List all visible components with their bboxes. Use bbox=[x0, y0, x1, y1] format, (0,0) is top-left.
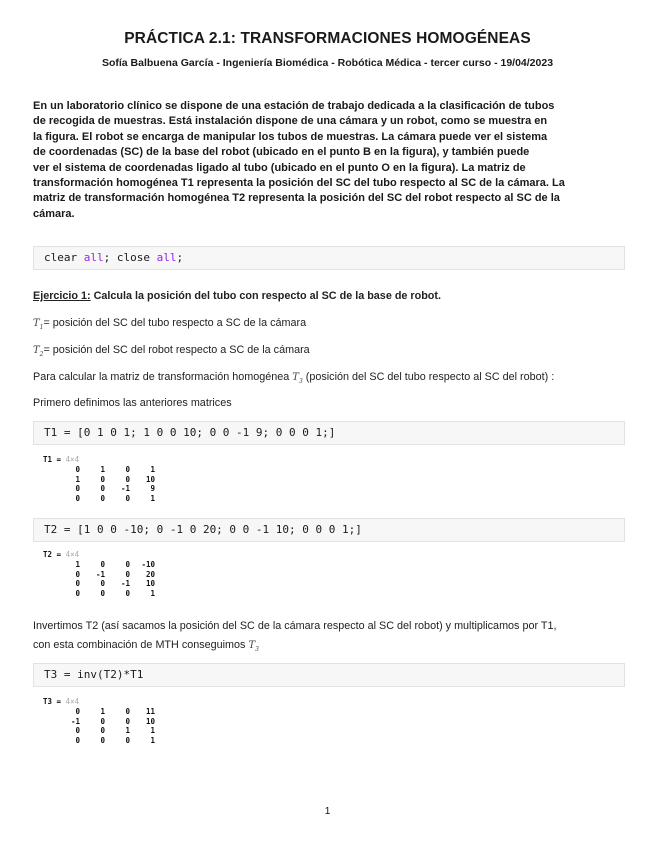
t1-description: = posición del SC del tubo respecto a SC de la cámara bbox=[43, 317, 307, 329]
t3-symbol: $T_3$ bbox=[248, 640, 259, 653]
output-name: T3 = bbox=[43, 697, 66, 706]
code-keyword: all bbox=[83, 251, 104, 264]
output-name: T2 = bbox=[43, 550, 66, 559]
matrix-t2 bbox=[55, 560, 155, 598]
t3-symbol: $T_3$ bbox=[292, 372, 303, 385]
author-line: Sofía Balbuena García - Ingeniería Biomédica - Robótica Médica - tercer curso - 19/04/2023 bbox=[101, 57, 554, 69]
problem-statement bbox=[33, 99, 621, 222]
output-name: T1 = bbox=[43, 455, 66, 464]
calc-sentence bbox=[33, 371, 554, 385]
t2-description: = posición del SC del robot respecto a SC de la cámara bbox=[43, 344, 310, 356]
matrix-row: 0 1 0 1 bbox=[75, 465, 155, 474]
code-cell-t2[interactable]: T2 = [1 0 0 -10; 0 -1 0 20; 0 0 -1 10; 0 0 0 1;] bbox=[33, 518, 625, 542]
matrix-row: 0 0 1 1 bbox=[75, 726, 155, 736]
exercise-label: Ejercicio 1: bbox=[33, 290, 91, 302]
matrix-row: 1 0 0 10 bbox=[75, 474, 155, 484]
output-dims: 4×4 bbox=[65, 455, 80, 464]
t2-symbol: $T_2$ bbox=[33, 345, 44, 358]
intro-line: cámara. bbox=[33, 207, 75, 220]
output-t3 bbox=[43, 697, 155, 745]
page-title: PRÁCTICA 2.1: TRANSFORMACIONES HOMOGÉNEAS bbox=[124, 30, 531, 47]
define-sentence: Primero definimos las anteriores matrices bbox=[33, 397, 232, 409]
intro-line: la figura. El robot se encarga de manipular los tubos de muestras. La cámara puede ver el sistema bbox=[33, 130, 548, 143]
code-token: ; bbox=[176, 251, 184, 264]
output-dims: 4×4 bbox=[65, 697, 80, 706]
matrix-row: 1 0 0 -10 bbox=[75, 560, 155, 569]
exercise-heading bbox=[33, 290, 441, 302]
calc-text: (posición del SC del tubo respecto al SC del robot) : bbox=[302, 371, 555, 383]
code-cell-clear[interactable] bbox=[33, 246, 625, 270]
intro-line: de recogida de muestras. Está instalación dispone de una cámara y un robot, como se muestra en bbox=[33, 115, 548, 128]
intro-line: de coordenadas (SC) de la base del robot (ubicado en el punto B en la figura), y también puede bbox=[33, 146, 530, 159]
matrix-t1 bbox=[55, 465, 155, 503]
code-keyword: all bbox=[156, 251, 177, 264]
invert-sentence-2 bbox=[33, 639, 259, 653]
matrix-row: -1 0 0 10 bbox=[70, 716, 155, 726]
code-cell-t3[interactable]: T3 = inv(T2)*T1 bbox=[33, 663, 625, 687]
invert-text: con esta combinación de MTH conseguimos bbox=[33, 639, 249, 651]
t1-definition bbox=[33, 317, 306, 331]
code-token: ; close bbox=[103, 251, 157, 264]
matrix-row: 0 0 0 1 bbox=[75, 588, 155, 598]
output-dims: 4×4 bbox=[65, 550, 80, 559]
page-number: 1 bbox=[324, 805, 331, 817]
intro-line: En un laboratorio clínico se dispone de una estación de trabajo dedicada a la clasificación de tubos bbox=[33, 100, 555, 112]
matrix-row: 0 0 -1 9 bbox=[75, 484, 155, 494]
code-cell-t1[interactable]: T1 = [0 1 0 1; 1 0 0 10; 0 0 -1 9; 0 0 0 1;] bbox=[33, 421, 625, 445]
matrix-row: 0 -1 0 20 bbox=[75, 569, 155, 579]
intro-line: ver el sistema de coordenadas ligado al tubo (ubicado en el punto O en la figura). La matriz de bbox=[33, 161, 526, 174]
code-token: clear bbox=[44, 251, 84, 264]
matrix-row: 0 0 0 1 bbox=[75, 493, 155, 503]
calc-text: Para calcular la matriz de transformación homogénea bbox=[33, 371, 293, 383]
matrix-row: 0 0 -1 10 bbox=[75, 579, 155, 589]
invert-sentence: Invertimos T2 (así sacamos la posición del SC de la cámara respecto al SC del robot) y multiplicamos por T1, bbox=[33, 620, 557, 632]
intro-line: transformación homogénea T1 representa la posición del SC del tubo respecto al SC de la cámara. La bbox=[33, 177, 565, 190]
t1-symbol: $T_1$ bbox=[33, 318, 44, 331]
exercise-text: Calcula la posición del tubo con respecto al SC de la base de robot. bbox=[90, 290, 442, 302]
output-t1 bbox=[43, 455, 155, 503]
matrix-row: 0 0 0 1 bbox=[75, 735, 155, 745]
matrix-t3 bbox=[55, 707, 155, 745]
t2-definition bbox=[33, 344, 310, 358]
intro-line: matriz de transformación homogénea T2 representa la posición del SC del robot respecto al SC de la bbox=[33, 192, 560, 205]
matrix-row: 0 1 0 11 bbox=[75, 707, 155, 716]
output-t2 bbox=[43, 550, 155, 598]
